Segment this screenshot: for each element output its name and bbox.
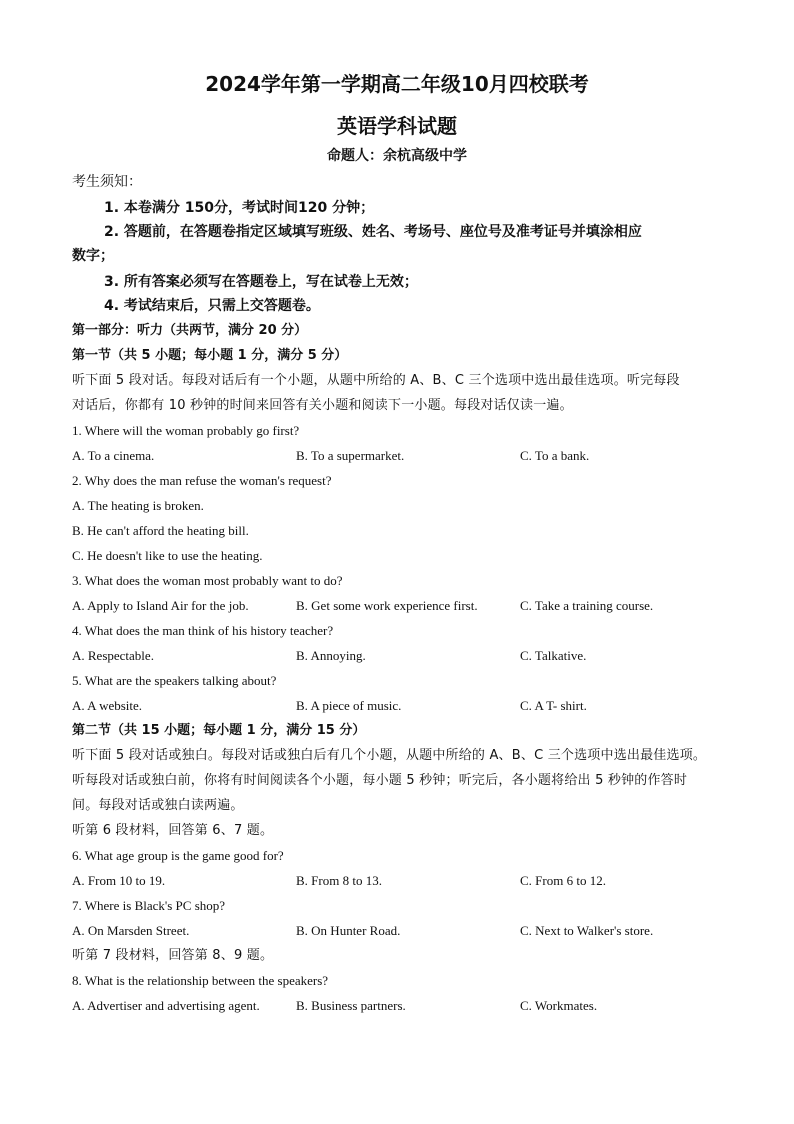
question-6-option-b: B. From 8 to 13. bbox=[296, 873, 382, 888]
question-1-option-b: B. To a supermarket. bbox=[296, 448, 405, 463]
material-6-note: 听第 6 段材料，回答第 6、7 题。 bbox=[72, 823, 274, 838]
subject-title: 英语学科试题 bbox=[337, 114, 457, 138]
question-2-stem: 2. Why does the man refuse the woman's request? bbox=[72, 473, 332, 488]
question-4-stem: 4. What does the man think of his history teacher? bbox=[72, 623, 334, 638]
section2-instructions-line2: 听每段对话或独白前，你将有时间阅读各个小题，每小题 5 秒钟；听完后，各小题将给出 5 秒钟的作答时 bbox=[72, 773, 688, 788]
section2-instructions-line3: 间。每段对话或独白读两遍。 bbox=[72, 798, 244, 813]
question-4-option-a: A. Respectable. bbox=[72, 648, 154, 663]
question-7-option-b: B. On Hunter Road. bbox=[296, 923, 401, 938]
notice-heading: 考生须知： bbox=[72, 174, 142, 190]
question-6-option-c: C. From 6 to 12. bbox=[520, 873, 606, 888]
question-8-option-c: C. Workmates. bbox=[520, 998, 598, 1013]
question-2-option-b: B. He can't afford the heating bill. bbox=[72, 523, 249, 538]
question-2-option-a: A. The heating is broken. bbox=[72, 498, 204, 513]
question-1-option-c: C. To a bank. bbox=[520, 448, 590, 463]
material-7-note: 听第 7 段材料，回答第 8、9 题。 bbox=[72, 948, 274, 963]
question-4-option-b: B. Annoying. bbox=[296, 648, 366, 663]
exam-title: 2024学年第一学期高二年级10月四校联考 bbox=[205, 72, 589, 96]
author-line: 命题人：余杭高级中学 bbox=[327, 148, 467, 164]
question-3-option-c: C. Take a training course. bbox=[520, 598, 654, 613]
question-4-option-c: C. Talkative. bbox=[520, 648, 587, 663]
question-7-option-a: A. On Marsden Street. bbox=[72, 923, 190, 938]
part1-heading: 第一部分：听力（共两节，满分 20 分） bbox=[72, 323, 308, 338]
notice-item-2-cont: 数字； bbox=[72, 248, 114, 264]
question-3-stem: 3. What does the woman most probably want to do? bbox=[72, 573, 343, 588]
question-8-option-a: A. Advertiser and advertising agent. bbox=[72, 998, 260, 1013]
section1-instructions-line2: 对话后，你都有 10 秒钟的时间来回答有关小题和阅读下一小题。每段对话仅读一遍。 bbox=[72, 398, 573, 413]
question-5-option-b: B. A piece of music. bbox=[296, 698, 402, 713]
notice-item-3: 3. 所有答案必须写在答题卷上，写在试卷上无效； bbox=[104, 274, 418, 290]
question-3-option-b: B. Get some work experience first. bbox=[296, 598, 478, 613]
section1-instructions-line1: 听下面 5 段对话。每段对话后有一个小题，从题中所给的 A、B、C 三个选项中选出最佳选项。听完每段 bbox=[72, 373, 680, 388]
question-1-stem: 1. Where will the woman probably go first? bbox=[72, 423, 300, 438]
question-2-option-c: C. He doesn't like to use the heating. bbox=[72, 548, 263, 563]
question-7-option-c: C. Next to Walker's store. bbox=[520, 923, 654, 938]
notice-item-1: 1. 本卷满分 150分，考试时间120 分钟； bbox=[104, 200, 375, 216]
question-8-option-b: B. Business partners. bbox=[296, 998, 406, 1013]
section1-heading: 第一节（共 5 小题；每小题 1 分，满分 5 分） bbox=[72, 348, 348, 363]
question-8-stem: 8. What is the relationship between the speakers? bbox=[72, 973, 329, 988]
question-6-option-a: A. From 10 to 19. bbox=[72, 873, 166, 888]
section2-heading: 第二节（共 15 小题；每小题 1 分，满分 15 分） bbox=[72, 723, 366, 738]
question-5-stem: 5. What are the speakers talking about? bbox=[72, 673, 277, 688]
question-7-stem: 7. Where is Black's PC shop? bbox=[72, 898, 226, 913]
question-5-option-a: A. A website. bbox=[72, 698, 143, 713]
question-3-option-a: A. Apply to Island Air for the job. bbox=[72, 598, 249, 613]
question-5-option-c: C. A T- shirt. bbox=[520, 698, 587, 713]
notice-item-2: 2. 答题前，在答题卷指定区域填写班级、姓名、考场号、座位号及准考证号并填涂相应 bbox=[104, 224, 642, 240]
section2-instructions-line1: 听下面 5 段对话或独白。每段对话或独白后有几个小题，从题中所给的 A、B、C 三个选项中选出最佳选项。 bbox=[72, 748, 707, 763]
question-1-option-a: A. To a cinema. bbox=[72, 448, 155, 463]
notice-item-4: 4. 考试结束后，只需上交答题卷。 bbox=[104, 298, 320, 314]
question-6-stem: 6. What age group is the game good for? bbox=[72, 848, 284, 863]
